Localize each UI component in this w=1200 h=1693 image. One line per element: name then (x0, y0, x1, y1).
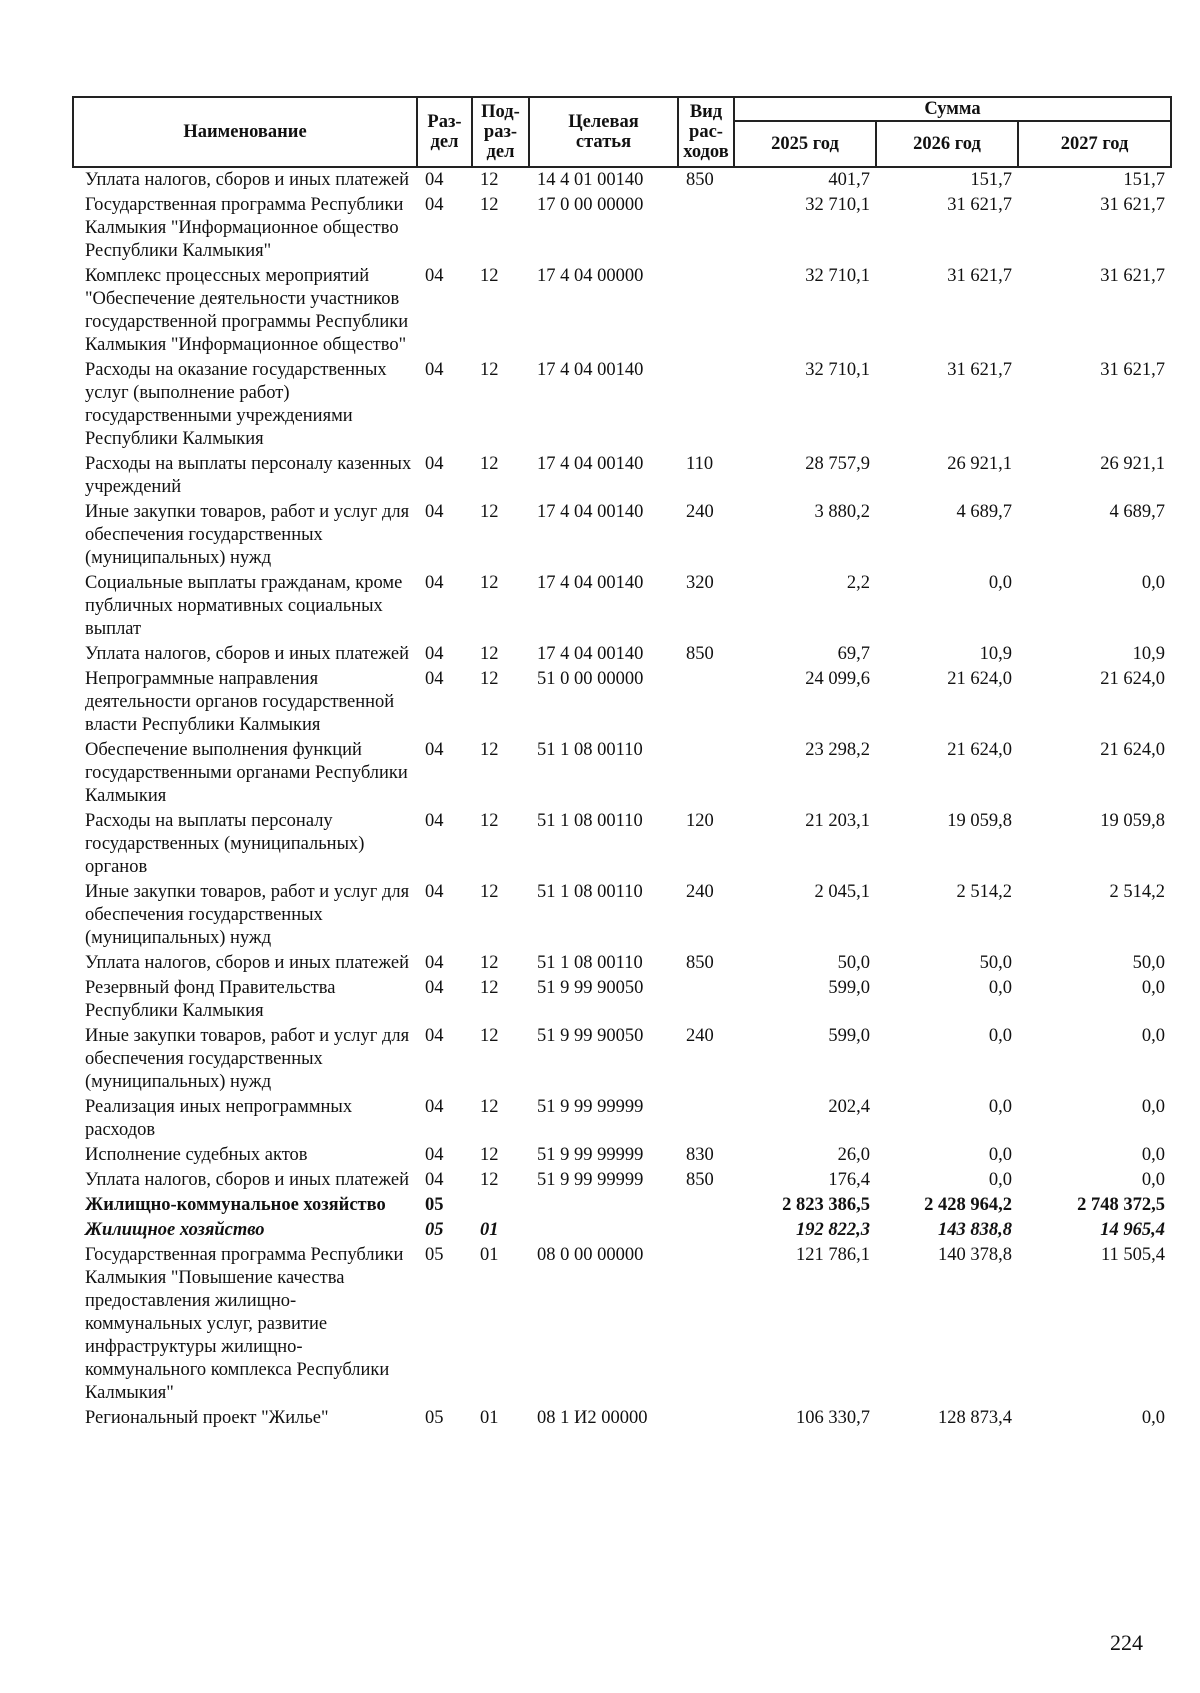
header-year-2027: 2027 год (1018, 121, 1171, 167)
table-row (73, 667, 1171, 738)
row-amount-2026: 0,0 (988, 1145, 1012, 1165)
table-row (73, 452, 1171, 500)
row-podrazdel: 12 (480, 170, 499, 190)
table-row (73, 880, 1171, 951)
row-amount-2026: 19 059,8 (947, 811, 1012, 831)
row-cel: 51 9 99 90050 (537, 978, 644, 998)
row-cel: 51 9 99 99999 (537, 1170, 644, 1190)
row-amount-2026: 2 428 964,2 (924, 1195, 1012, 1215)
row-name: Иные закупки товаров, работ и услуг для обеспечения государственных (муниципальных) нужд (85, 882, 410, 948)
table-body (73, 167, 1171, 1431)
row-name: Непрограммные направления деятельности органов государственной власти Республики Калмыкия (85, 669, 395, 735)
row-podrazdel: 12 (480, 882, 499, 902)
table-row (73, 571, 1171, 642)
row-amount-2025: 28 757,9 (805, 454, 870, 474)
row-razdel: 04 (425, 882, 444, 902)
table-row (73, 1406, 1171, 1431)
row-cel: 17 4 04 00140 (537, 573, 644, 593)
row-amount-2027: 21 624,0 (1100, 740, 1166, 760)
row-amount-2027: 14 965,4 (1100, 1220, 1166, 1240)
table-row (73, 193, 1171, 264)
row-amount-2027: 31 621,7 (1100, 195, 1166, 215)
table-row (73, 1218, 1171, 1243)
table-row (73, 951, 1171, 976)
row-podrazdel: 12 (480, 1170, 499, 1190)
row-podrazdel: 12 (480, 1026, 499, 1046)
row-amount-2027: 0,0 (1141, 978, 1166, 998)
row-razdel: 04 (425, 978, 444, 998)
row-podrazdel: 12 (480, 978, 499, 998)
row-amount-2025: 2 823 386,5 (782, 1195, 870, 1215)
row-amount-2027: 19 059,8 (1100, 811, 1166, 831)
row-name: Жилищное хозяйство (85, 1220, 265, 1240)
row-name: Расходы на выплаты персоналу государственных (муниципальных) органов (85, 811, 365, 877)
row-amount-2027: 2 748 372,5 (1077, 1195, 1166, 1215)
row-amount-2025: 32 710,1 (805, 360, 870, 380)
row-razdel: 05 (425, 1408, 444, 1428)
row-podrazdel: 12 (480, 669, 499, 689)
table-row (73, 1024, 1171, 1095)
row-podrazdel: 12 (480, 953, 499, 973)
row-razdel: 04 (425, 1026, 444, 1046)
row-vid (678, 1218, 734, 1243)
row-vid (678, 738, 734, 809)
row-podrazdel: 12 (480, 1145, 499, 1165)
row-cel: 17 4 04 00000 (537, 266, 644, 286)
row-vid: 120 (686, 811, 714, 831)
row-amount-2025: 23 298,2 (805, 740, 870, 760)
row-name: Государственная программа Республики Калмыкия "Информационное общество Республики Калмыкия" (85, 195, 404, 261)
budget-table (72, 96, 1172, 1431)
row-amount-2026: 50,0 (979, 953, 1012, 973)
row-cel: 51 1 08 00110 (537, 953, 643, 973)
row-podrazdel: 12 (480, 740, 499, 760)
table-header (73, 97, 1171, 167)
row-razdel: 04 (425, 811, 444, 831)
row-vid (678, 976, 734, 1024)
row-podrazdel: 12 (480, 644, 499, 664)
row-name: Расходы на выплаты персоналу казенных учреждений (85, 454, 412, 497)
row-razdel: 04 (425, 953, 444, 973)
row-razdel: 04 (425, 573, 444, 593)
row-amount-2026: 2 514,2 (956, 882, 1012, 902)
row-name: Реализация иных непрограммных расходов (85, 1097, 353, 1140)
row-razdel: 04 (425, 454, 444, 474)
row-podrazdel: 12 (480, 195, 499, 215)
table-row (73, 358, 1171, 452)
row-vid (678, 358, 734, 452)
row-name: Иные закупки товаров, работ и услуг для обеспечения государственных (муниципальных) нужд (85, 502, 410, 568)
row-amount-2027: 0,0 (1141, 1026, 1166, 1046)
row-vid (678, 1243, 734, 1406)
row-name: Расходы на оказание государственных услуг (выполнение работ) государственными учреждениями Республики Калмыкия (85, 360, 387, 449)
row-amount-2026: 26 921,1 (947, 454, 1012, 474)
row-amount-2027: 0,0 (1141, 573, 1166, 593)
row-podrazdel (472, 1193, 529, 1218)
row-amount-2026: 4 689,7 (956, 502, 1012, 522)
row-razdel: 04 (425, 360, 444, 380)
row-cel: 17 4 04 00140 (537, 360, 644, 380)
row-amount-2026: 151,7 (970, 170, 1012, 190)
row-amount-2027: 50,0 (1132, 953, 1166, 973)
row-amount-2027: 0,0 (1141, 1170, 1166, 1190)
row-amount-2025: 32 710,1 (805, 195, 870, 215)
row-razdel: 04 (425, 1097, 444, 1117)
row-razdel: 05 (425, 1220, 444, 1240)
row-razdel: 04 (425, 1170, 444, 1190)
row-amount-2027: 0,0 (1141, 1408, 1166, 1428)
table-row (73, 1243, 1171, 1406)
row-cel: 08 0 00 00000 (537, 1245, 644, 1265)
header-year-2026: 2026 год (876, 121, 1018, 167)
row-vid: 240 (686, 882, 714, 902)
row-amount-2025: 24 099,6 (805, 669, 870, 689)
row-cel: 51 9 99 99999 (537, 1097, 644, 1117)
table-row (73, 809, 1171, 880)
table-row (73, 500, 1171, 571)
row-vid (678, 193, 734, 264)
row-amount-2025: 32 710,1 (805, 266, 870, 286)
row-amount-2026: 31 621,7 (947, 360, 1012, 380)
row-amount-2026: 21 624,0 (947, 669, 1012, 689)
row-amount-2025: 69,7 (837, 644, 870, 664)
row-podrazdel: 12 (480, 360, 499, 380)
table-row (73, 642, 1171, 667)
row-amount-2025: 192 822,3 (796, 1220, 870, 1240)
row-amount-2027: 21 624,0 (1100, 669, 1166, 689)
row-podrazdel: 12 (480, 1097, 499, 1117)
row-amount-2026: 21 624,0 (947, 740, 1012, 760)
table-row (73, 1193, 1171, 1218)
row-cel: 17 4 04 00140 (537, 502, 644, 522)
row-cel (529, 1193, 678, 1218)
row-cel: 14 4 01 00140 (537, 170, 644, 190)
row-amount-2027: 31 621,7 (1100, 266, 1166, 286)
row-amount-2027: 31 621,7 (1100, 360, 1166, 380)
row-vid (678, 1095, 734, 1143)
row-name: Уплата налогов, сборов и иных платежей (85, 644, 410, 664)
row-amount-2026: 0,0 (988, 1097, 1012, 1117)
row-podrazdel: 12 (480, 573, 499, 593)
row-razdel: 04 (425, 1145, 444, 1165)
row-amount-2025: 106 330,7 (796, 1408, 870, 1428)
row-razdel: 04 (425, 170, 444, 190)
row-cel: 51 1 08 00110 (537, 882, 643, 902)
row-amount-2026: 31 621,7 (947, 266, 1012, 286)
row-vid (678, 1406, 734, 1431)
row-name: Уплата налогов, сборов и иных платежей (85, 953, 410, 973)
row-amount-2027: 2 514,2 (1109, 882, 1166, 902)
row-cel: 17 4 04 00140 (537, 644, 644, 664)
header-razdel: Раз- дел (417, 97, 472, 167)
row-razdel: 04 (425, 266, 444, 286)
row-podrazdel: 12 (480, 811, 499, 831)
row-razdel: 04 (425, 740, 444, 760)
row-amount-2027: 11 505,4 (1100, 1245, 1166, 1265)
row-amount-2026: 0,0 (988, 978, 1012, 998)
row-podrazdel: 12 (480, 502, 499, 522)
row-cel: 51 1 08 00110 (537, 740, 643, 760)
row-podrazdel: 01 (480, 1220, 499, 1240)
row-vid: 320 (686, 573, 714, 593)
row-cel (529, 1218, 678, 1243)
row-razdel: 05 (425, 1195, 444, 1215)
row-amount-2025: 26,0 (837, 1145, 870, 1165)
row-amount-2026: 31 621,7 (947, 195, 1012, 215)
row-name: Государственная программа Республики Калмыкия "Повышение качества предоставления жилищно-коммунальных услуг, развитие инфраструктуры жилищно-коммунального комплекса Республики Калмыкия" (85, 1245, 404, 1403)
table-row (73, 167, 1171, 193)
row-amount-2027: 10,9 (1132, 644, 1166, 664)
row-razdel: 04 (425, 644, 444, 664)
row-amount-2027: 26 921,1 (1100, 454, 1166, 474)
row-razdel: 05 (425, 1245, 444, 1265)
row-name: Региональный проект "Жилье" (85, 1408, 329, 1428)
row-vid: 850 (686, 1170, 714, 1190)
row-podrazdel: 12 (480, 266, 499, 286)
row-name: Уплата налогов, сборов и иных платежей (85, 170, 410, 190)
row-amount-2026: 0,0 (988, 1170, 1012, 1190)
row-razdel: 04 (425, 502, 444, 522)
row-cel: 17 4 04 00140 (537, 454, 644, 474)
row-name: Социальные выплаты гражданам, кроме публичных нормативных социальных выплат (85, 573, 403, 639)
row-amount-2027: 151,7 (1123, 170, 1166, 190)
row-amount-2027: 0,0 (1141, 1145, 1166, 1165)
row-cel: 51 9 99 99999 (537, 1145, 644, 1165)
row-cel: 51 1 08 00110 (537, 811, 643, 831)
row-amount-2026: 143 838,8 (938, 1220, 1012, 1240)
row-name: Жилищно-коммунальное хозяйство (85, 1195, 386, 1215)
header-podrazdel: Под- раз- дел (472, 97, 529, 167)
table-row (73, 976, 1171, 1024)
header-cel: Целевая статья (529, 97, 678, 167)
row-name: Обеспечение выполнения функций государственными органами Республики Калмыкия (85, 740, 408, 806)
row-vid: 850 (686, 170, 714, 190)
row-vid: 240 (686, 1026, 714, 1046)
row-amount-2025: 176,4 (828, 1170, 870, 1190)
row-vid: 240 (686, 502, 714, 522)
table-row (73, 1143, 1171, 1168)
row-vid (678, 1193, 734, 1218)
row-amount-2025: 2,2 (846, 573, 870, 593)
row-cel: 51 9 99 90050 (537, 1026, 644, 1046)
row-amount-2026: 140 378,8 (938, 1245, 1012, 1265)
row-name: Уплата налогов, сборов и иных платежей (85, 1170, 410, 1190)
row-amount-2025: 599,0 (828, 1026, 870, 1046)
row-cel: 51 0 00 00000 (537, 669, 644, 689)
row-amount-2026: 0,0 (988, 573, 1012, 593)
row-vid: 850 (686, 644, 714, 664)
row-amount-2025: 202,4 (828, 1097, 870, 1117)
row-name: Исполнение судебных актов (85, 1145, 308, 1165)
table-row (73, 738, 1171, 809)
table-row (73, 1095, 1171, 1143)
row-vid (678, 264, 734, 358)
row-cel: 08 1 И2 00000 (537, 1408, 648, 1428)
header-summa: Сумма (734, 97, 1171, 121)
row-name: Иные закупки товаров, работ и услуг для обеспечения государственных (муниципальных) нужд (85, 1026, 410, 1092)
header-name: Наименование (73, 97, 417, 167)
row-amount-2025: 50,0 (837, 953, 870, 973)
row-podrazdel: 01 (480, 1408, 499, 1428)
row-cel: 17 0 00 00000 (537, 195, 644, 215)
page-number: 224 (1110, 1630, 1143, 1655)
row-podrazdel: 12 (480, 454, 499, 474)
row-podrazdel: 01 (480, 1245, 499, 1265)
row-amount-2025: 401,7 (828, 170, 870, 190)
row-amount-2026: 128 873,4 (938, 1408, 1012, 1428)
header-year-2025: 2025 год (734, 121, 876, 167)
row-vid: 830 (686, 1145, 714, 1165)
row-razdel: 04 (425, 669, 444, 689)
row-vid: 850 (686, 953, 714, 973)
row-amount-2025: 121 786,1 (796, 1245, 870, 1265)
table-row (73, 1168, 1171, 1193)
row-amount-2026: 10,9 (979, 644, 1012, 664)
row-amount-2025: 3 880,2 (814, 502, 870, 522)
header-vid: Вид рас- ходов (678, 97, 734, 167)
row-vid (678, 667, 734, 738)
row-vid: 110 (686, 454, 714, 474)
row-amount-2027: 4 689,7 (1109, 502, 1166, 522)
row-amount-2026: 0,0 (988, 1026, 1012, 1046)
row-name: Комплекс процессных мероприятий "Обеспечение деятельности участников государственной программы Республики Калмыкия "Информационное общество" (85, 266, 409, 355)
row-amount-2025: 2 045,1 (814, 882, 870, 902)
row-amount-2027: 0,0 (1141, 1097, 1166, 1117)
row-amount-2025: 21 203,1 (805, 811, 870, 831)
row-razdel: 04 (425, 195, 444, 215)
table-row (73, 264, 1171, 358)
row-name: Резервный фонд Правительства Республики Калмыкия (85, 978, 336, 1021)
row-amount-2025: 599,0 (828, 978, 870, 998)
